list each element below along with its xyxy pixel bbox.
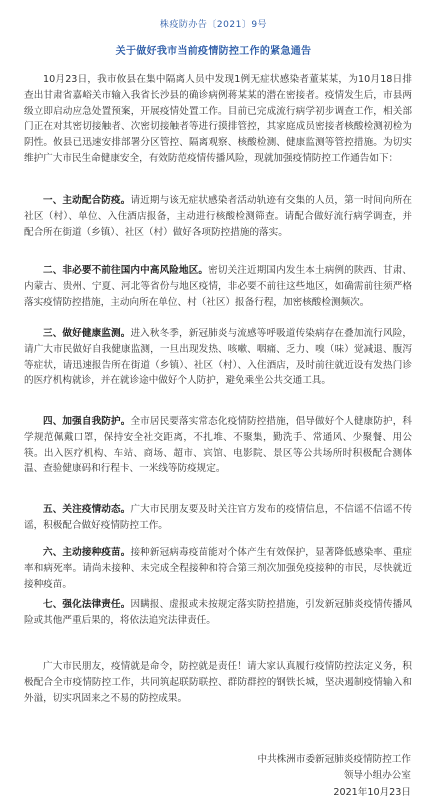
item-6-heading: 六、主动接种疫苗。 (43, 547, 131, 558)
item-6-text: 接种新冠病毒疫苗能对个体产生有效保护，显著降低感染率、重症率和病死率。请尚未接种、未完成全程接种和符合第三剂次加强免疫接种的市民，尽快就近接种疫苗。 (24, 547, 413, 590)
signature-date: 2021年10月23日 (333, 787, 411, 798)
item-5-text: 广大市民朋友要及时关注官方发布的疫情信息，不信谣不信谣不传谣，积极配合做好疫情防控工作。 (24, 504, 413, 531)
item-3-paragraph (24, 326, 412, 389)
closing-paragraph: 广大市民朋友，疫情就是命令，防控就是责任！请大家认真履行疫情防控法定义务，积极配合全市疫情防控工作，共同筑起联防联控、群防群控的钢铁长城，坚决遏制疫情输入和外溢，切实巩固来之不易的防控成果。 (24, 661, 412, 704)
item-1-heading: 一、主动配合防疫。 (43, 195, 131, 206)
item-7-heading: 七、强化法律责任。 (43, 599, 131, 610)
item-3-heading: 三、做好健康监测。 (43, 328, 131, 339)
item-3-text: 进入秋冬季，新冠肺炎与流感等呼吸道传染病存在叠加流行风险，请广大市民做好自我健康监测，一旦出现发热、咳嗽、咽痛、乏力、嗅（味）觉减退、腹泻等症状，请迅速报告所在街道（乡镇）、社区（村）、入住酒店，及时前往就近设有发热门诊的医疗机构就诊，并在就诊途中做好个人防护，避免乘坐公共交通工具。 (24, 328, 413, 387)
item-5-heading: 五、关注疫情动态。 (43, 504, 131, 515)
item-2-text: 密切关注近期国内发生本土病例的陕西、甘肃、内蒙古、贵州、宁夏、河北等省份与地区疫情，非必要不前往这些地区，如确需前往须严格落实疫情防控措施，主动向所在单位、村（社区）报备行程，加密核酸检测频次。 (24, 265, 413, 308)
item-4-text: 全市居民要落实常态化疫情防控措施，倡导做好个人健康防护，科学规范佩戴口罩，保持安全社交距离，不扎堆、不聚集，勤洗手、常通风、少聚餐、用公筷。出入医疗机构、车站、商场、超市、宾馆、电影院、景区等公共场所时积极配合测体温、查验健康码和行程卡、一米线等防疫规定。 (24, 416, 413, 475)
document-number: 株疫防办告〔2021〕9号 (159, 20, 268, 30)
item-4-paragraph (24, 414, 412, 477)
item-7-text: 因瞒报、虚报或未按规定落实防控措施，引发新冠肺炎疫情传播风险或其他严重后果的，将依法追究法律责任。 (24, 599, 413, 626)
item-5-paragraph (24, 502, 412, 534)
item-2-paragraph (24, 263, 412, 310)
item-6-paragraph (24, 545, 412, 592)
item-7-paragraph (24, 597, 412, 629)
item-1-paragraph (24, 193, 412, 240)
signature-org-line1: 中共株洲市委新冠肺炎疫情防控工作 (257, 754, 411, 765)
signature-org-line2: 领导小组办公室 (343, 770, 411, 781)
item-1-text: 请近期与该无症状感染者活动轨迹有交集的人员，第一时间向所在社区（村）、单位、入住酒店报备，主动进行核酸检测筛查。请配合做好流行病学调查，并配合所在街道（乡镇）、社区（村）做好各项防控措施的落实。 (24, 195, 413, 238)
intro-paragraph: 10月23日，我市攸县在集中隔离人员中发现1例无症状感染者董某某，为10月18日排查出甘肃省嘉峪关市输入我省长沙县的确诊病例蒋某某的潜在密接者。疫情发生后，市县两级立即启动应急处置预案，开展疫情处置工作。目前已完成流行病学初步调查工作，相关部门正在对其密切接触者、次密切接触者等进行摸排管控，其家庭成员密接者核酸检测初检为阴性。攸县已迅速安排部署分区管控、隔离观察、核酸检测、健康监测等管控措施。为切实维护广大市民生命健康安全，有效防范疫情传播风险，现就加强疫情防控工作通告如下： (24, 74, 412, 164)
item-2-heading: 二、非必要不前往国内中高风险地区。 (43, 265, 209, 276)
item-4-heading: 四、加强自我防护。 (43, 416, 131, 427)
document-title: 关于做好我市当前疫情防控工作的紧急通告 (115, 46, 312, 57)
